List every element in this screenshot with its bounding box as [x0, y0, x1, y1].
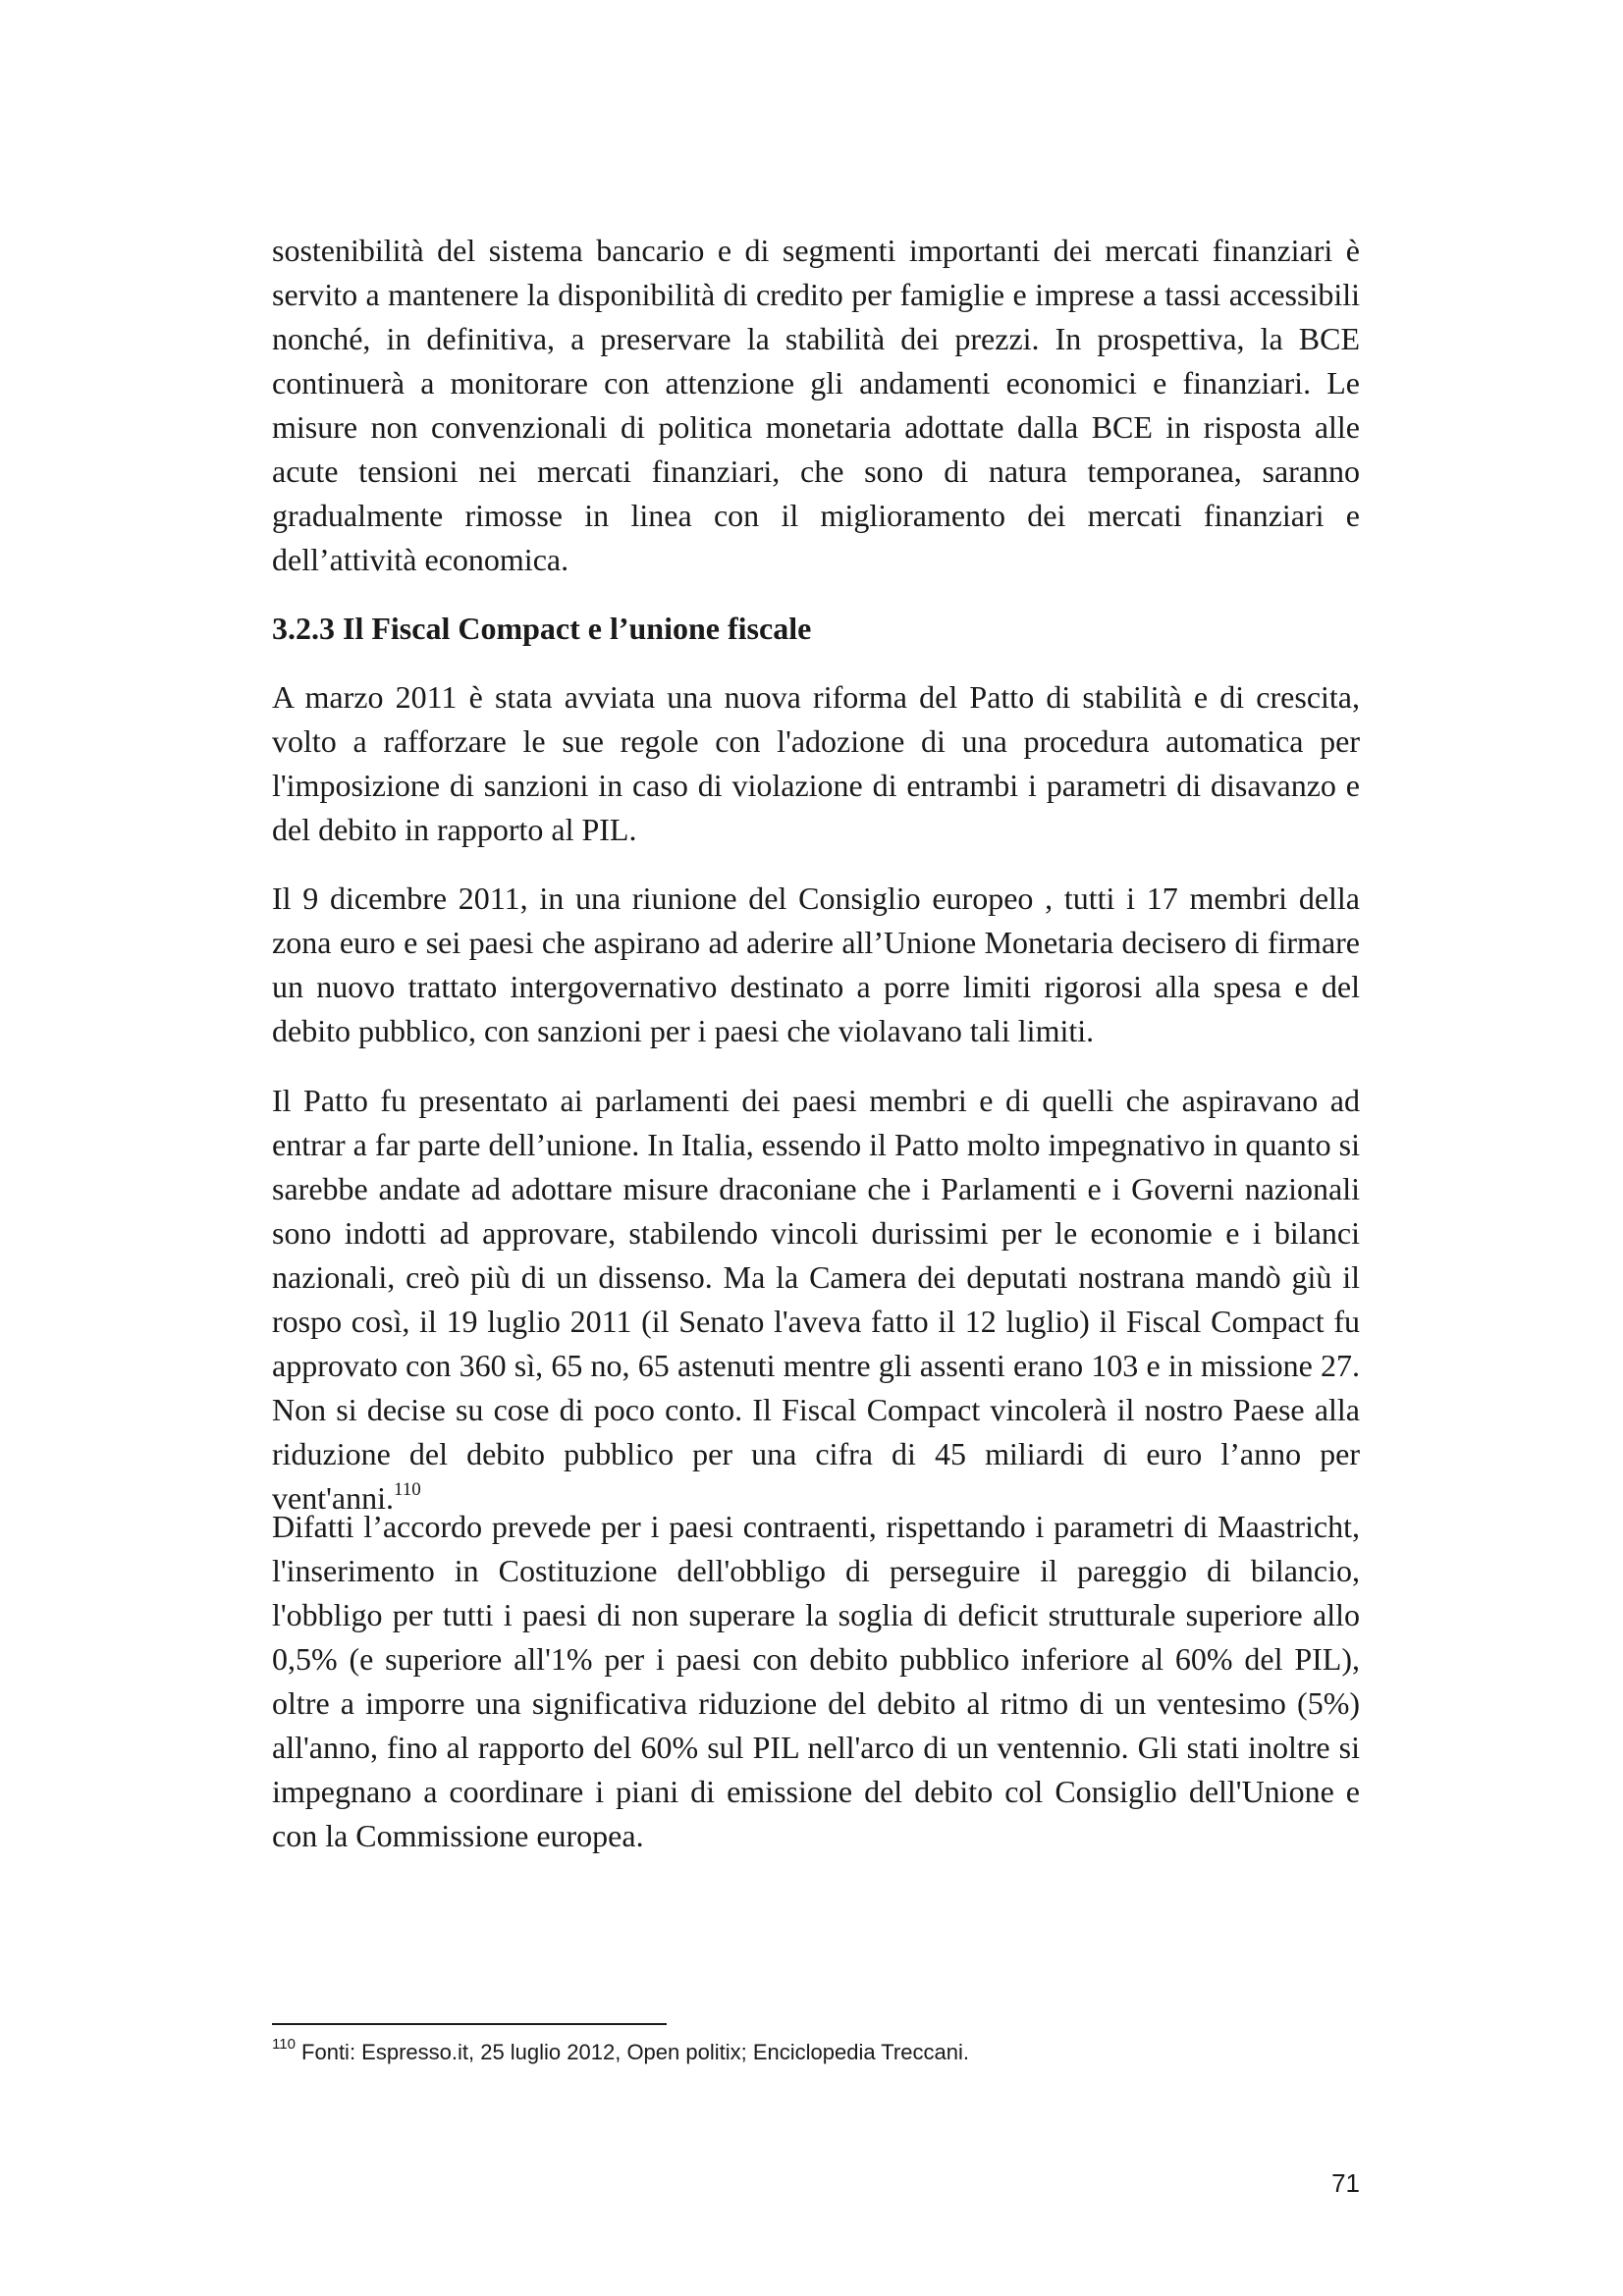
body-paragraph-3: Il 9 dicembre 2011, in una riunione del Consiglio europeo , tutti i 17 membri della zona euro e sei paesi che aspirano ad aderire all’Unione Monetaria decisero di firmare un nuovo trattato intergovernativo destinato a porre limiti rigorosi alla spesa e del debito pubblico, con sanzioni per i paesi che violavano tali limiti. — [272, 881, 1360, 1048]
footnote — [272, 2035, 1360, 2067]
footnote-reference: 110 — [393, 1479, 421, 1501]
body-paragraph-1: sostenibilità del sistema bancario e di segmenti importanti dei mercati finanziari è servito a mantenere la disponibilità di credito per famiglie e imprese a tassi accessibili nonché, in definitiva, a preservare la stabilità dei prezzi. In prospettiva, la BCE continuerà a monitorare con attenzione gli andamenti economici e finanziari. Le misure non convenzionali di politica monetaria adottate dalla BCE in risposta alle acute tensioni nei mercati finanziari, che sono di natura temporanea, saranno gradualmente rimosse in linea con il miglioramento dei mercati finanziari e dell’attività economica. — [272, 233, 1360, 577]
footnote-separator — [272, 2023, 667, 2025]
body-paragraph-5: Difatti l’accordo prevede per i paesi contraenti, rispettando i parametri di Maastricht, l'inserimento in Costituzione dell'obbligo di perseguire il pareggio di bilancio, l'obbligo per tutti i paesi di non superare la soglia di deficit strutturale superiore allo 0,5% (e superiore all'1% per i paesi con debito pubblico inferiore al 60% del PIL), oltre a imporre una significativa riduzione del debito al ritmo di un ventesimo (5%) all'anno, fino al rapporto del 60% sul PIL nell'arco di un ventennio. Gli stati inoltre si impegnano a coordinare i piani di emissione del debito col Consiglio dell'Unione e con la Commissione europea. — [272, 1509, 1360, 1853]
footnote-text: Fonti: Espresso.it, 25 luglio 2012, Open politix; Enciclopedia Treccani. — [295, 2040, 969, 2064]
section-heading: 3.2.3 Il Fiscal Compact e l’unione fiscale — [272, 611, 812, 646]
page-number: 71 — [1331, 2168, 1360, 2198]
body-paragraph-4-text: Il Patto fu presentato ai parlamenti dei paesi membri e di quelli che aspiravano ad entrar a far parte dell’unione. In Italia, essendo il Patto molto impegnativo in quanto si sarebbe andate ad adottare misure draconiane che i Parlamenti e i Governi nazionali sono indotti ad approvare, stabilendo vincoli durissimi per le economie e i bilanci nazionali, creò più di un dissenso. Ma la Camera dei deputati nostrana mandò giù il rospo così, il 19 luglio 2011 (il Senato l'aveva fatto il 12 luglio) il Fiscal Compact fu approvato con 360 sì, 65 no, 65 astenuti mentre gli assenti erano 103 e in missione 27. Non si decise su cose di poco conto. Il Fiscal Compact vincolerà il nostro Paese alla riduzione del debito pubblico per una cifra di 45 miliardi di euro l’anno per vent'anni. — [272, 1083, 1360, 1516]
footnote-number: 110 — [272, 2035, 296, 2053]
body-paragraph-4 — [272, 1079, 1360, 1521]
body-paragraph-2: A marzo 2011 è stata avviata una nuova riforma del Patto di stabilità e di crescita, volto a rafforzare le sue regole con l'adozione di una procedura automatica per l'imposizione di sanzioni in caso di violazione di entrambi i parametri di disavanzo e del debito in rapporto al PIL. — [272, 679, 1360, 847]
